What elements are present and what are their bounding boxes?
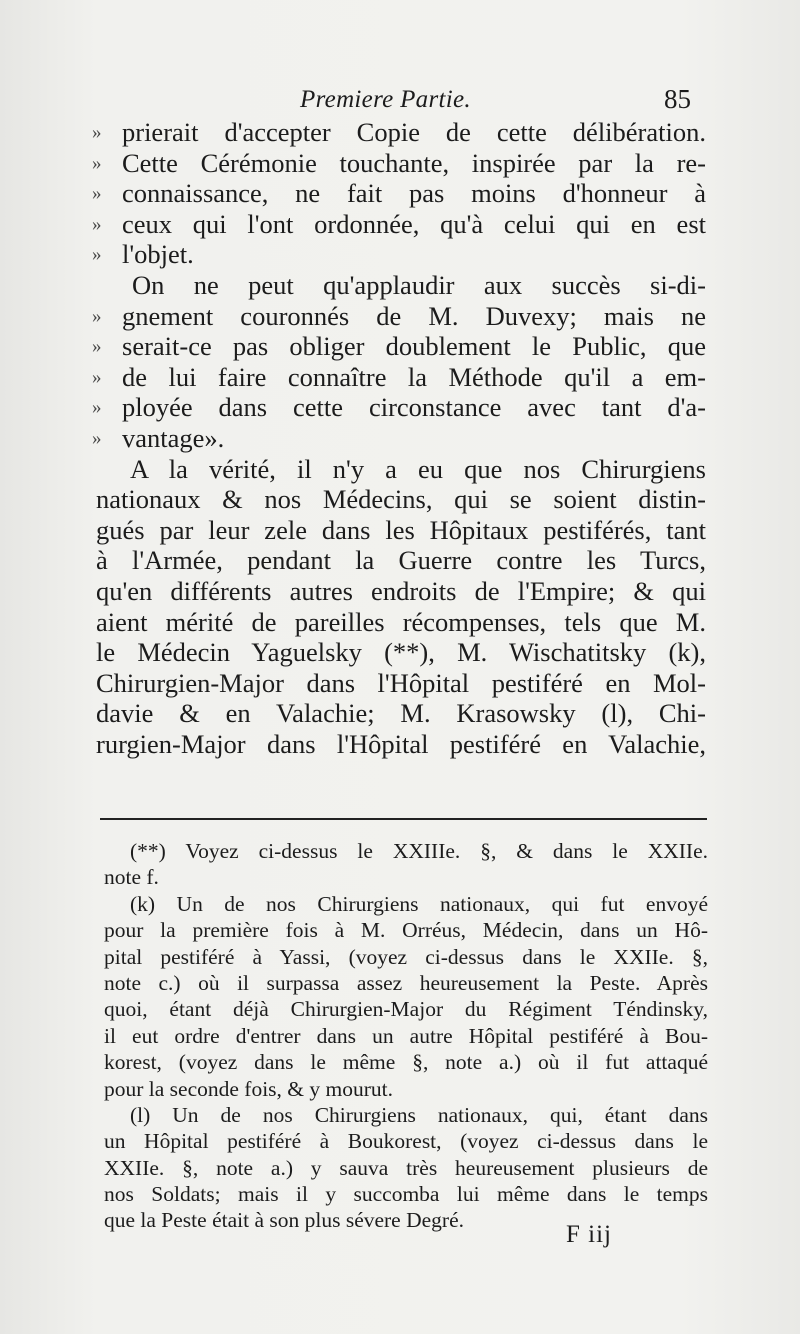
quoted-line: » connaissance, ne fait pas moins d'honneur à xyxy=(92,178,706,209)
footnote-line: pour la première fois à M. Orréus, Médecin, dans un Hô- xyxy=(104,918,708,943)
footnotes xyxy=(104,838,708,1234)
paragraph-line: le Médecin Yaguelsky (**), M. Wischatitsky (k), xyxy=(96,637,706,668)
footnote-line: note f. xyxy=(104,865,159,890)
paragraph-line: gués par leur zele dans les Hôpitaux pestiférés, tant xyxy=(96,514,706,545)
quoted-line: » gnement couronnés de M. Duvexy; mais ne xyxy=(92,300,706,331)
quote-mark: » xyxy=(92,427,102,449)
quoted-line: » ceux qui l'ont ordonnée, qu'à celui qui en est xyxy=(92,208,706,239)
signature-mark: F iij xyxy=(566,1221,612,1248)
quoted-line: » serait-ce pas obliger doublement le Public, que xyxy=(92,331,706,362)
footnote-line: pital pestiféré à Yassi, (voyez ci-dessus dans le XXIIe. §, xyxy=(104,944,708,969)
quote-mark: » xyxy=(92,336,102,358)
footnote-line: (l) Un de nos Chirurgiens nationaux, qui, étant dans xyxy=(130,1102,708,1127)
footnote-line: XXIIe. §, note a.) y sauva très heureusement plusieurs de xyxy=(104,1155,708,1180)
paragraph-line: qu'en différents autres endroits de l'Empire; & qui xyxy=(96,575,706,606)
footnote-line: (k) Un de nos Chirurgiens nationaux, qui fut envoyé xyxy=(130,891,708,916)
footnote-line: pour la seconde fois, & y mourut. xyxy=(104,1076,394,1101)
quoted-line: » de lui faire connaître la Méthode qu'il a em- xyxy=(92,361,706,392)
quote-mark: » xyxy=(92,152,102,174)
paragraph-line: davie & en Valachie; M. Krasowsky (l), Chi- xyxy=(96,698,706,729)
quoted-line: » Cette Cérémonie touchante, inspirée par la re- xyxy=(92,147,706,178)
footnote-line: que la Peste était à son plus sévere Degré. xyxy=(104,1208,464,1233)
quoted-line: » l'objet. xyxy=(92,239,194,270)
quoted-line: » ployée dans cette circonstance avec tant d'a- xyxy=(92,392,706,423)
footnote-line: quoi, étant déjà Chirurgien-Major du Régiment Téndinsky, xyxy=(104,997,708,1022)
footnote-line: korest, (voyez dans le même §, note a.) où il fut attaqué xyxy=(104,1050,708,1075)
footnote-line: note c.) où il surpassa assez heureusement la Peste. Après xyxy=(104,970,708,995)
running-head: Premiere Partie. xyxy=(300,86,471,113)
paragraph-line: Chirurgien-Major dans l'Hôpital pestiféré en Mol- xyxy=(96,667,706,698)
paragraph-line: aient mérité de pareilles récompenses, tels que M. xyxy=(96,606,706,637)
quote-mark: » xyxy=(92,183,102,205)
paragraph-line: rurgien-Major dans l'Hôpital pestiféré en Valachie, xyxy=(96,728,706,759)
footnote-rule xyxy=(100,818,707,820)
quote-mark: » xyxy=(92,244,102,266)
footnote-line: (**) Voyez ci-dessus le XXIIIe. §, & dans le XXIIe. xyxy=(130,839,708,863)
quote-mark: » xyxy=(92,122,102,143)
quote-mark: » xyxy=(92,366,102,388)
footnote-line: un Hôpital pestiféré à Boukorest, (voyez ci-dessus dans le xyxy=(104,1129,708,1154)
quoted-line: » prierait d'accepter Copie de cette délibération. xyxy=(92,117,706,147)
quoted-line: » vantage». xyxy=(92,422,225,453)
quote-mark: » xyxy=(92,305,102,327)
quoted-line: On ne peut qu'applaudir aux succès si-di- xyxy=(132,269,706,300)
footnote-line: il eut ordre d'entrer dans un autre Hôpital pestiféré à Bou- xyxy=(104,1023,708,1048)
quote-mark: » xyxy=(92,213,102,235)
paragraph-line: à l'Armée, pendant la Guerre contre les Turcs, xyxy=(96,545,706,576)
page-header xyxy=(0,80,800,120)
footnote-line: nos Soldats; mais il y succomba lui même dans le temps xyxy=(104,1182,708,1207)
page-number: 85 xyxy=(664,84,691,114)
main-text xyxy=(92,117,706,759)
paragraph-line: A la vérité, il n'y a eu que nos Chirurgiens xyxy=(130,453,706,484)
quote-mark: » xyxy=(92,397,102,419)
paragraph-line: nationaux & nos Médecins, qui se soient distin- xyxy=(96,484,706,515)
